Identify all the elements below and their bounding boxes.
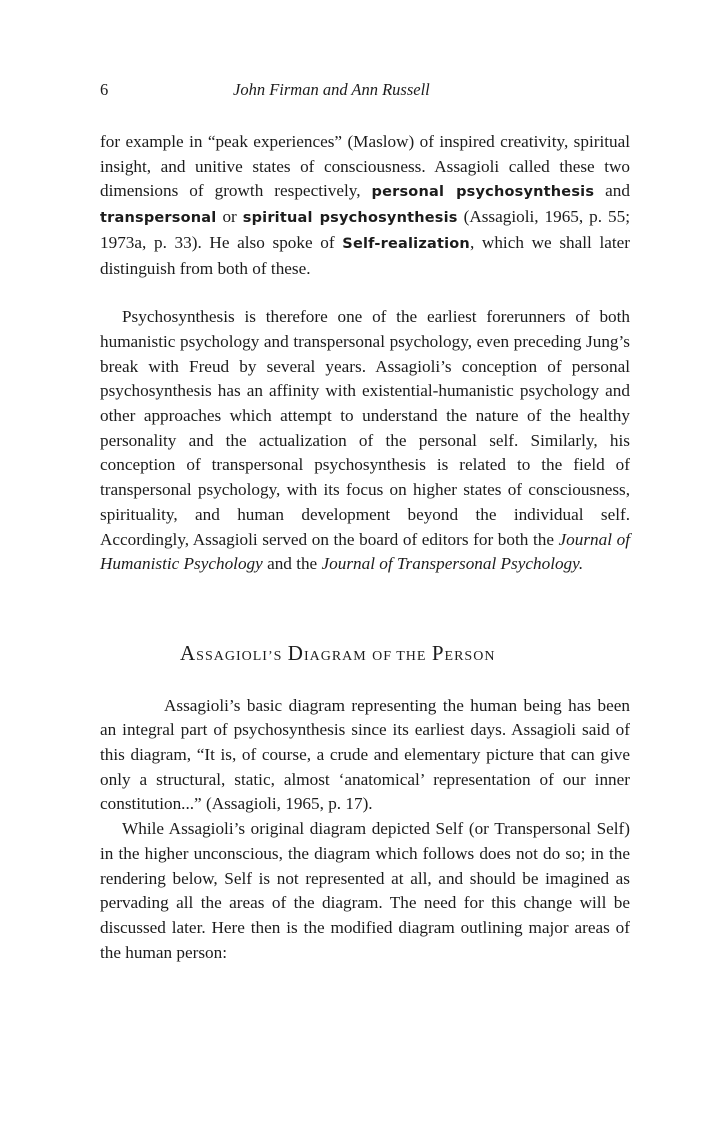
text: and (594, 181, 630, 201)
heading-word: IAGRAM (303, 648, 367, 664)
term-self-realization: Self-realization (342, 235, 470, 252)
heading-word: OF THE (372, 648, 427, 664)
heading-word: ERSON (444, 648, 496, 664)
book-page (100, 78, 630, 965)
term-personal-psychosynthesis: personal psychosynthesis (371, 184, 595, 201)
term-spiritual-psychosynthesis: spiritual psychosynthesis (242, 210, 458, 227)
running-head: John Firman and Ann Russell (233, 80, 430, 99)
text: (Assagioli, 1965, p. 55; 1973a, p. 33). He also spoke of (100, 207, 630, 252)
heading-word: SSAGIOLI’S (196, 648, 283, 664)
text: Psychosynthesis is therefore one of the earliest forerunners of both humanistic psychology and transpersonal psychology, even preceding Jung’s break with Freud by several years. Assagioli’s conception of personal psychosynthesis has an affinity with existential-humanistic psychology and other approaches which attempt to understand the nature of the healthy personality and the actualization of the personal self. Similarly, his conception of transpersonal psychosynthesis is related to the field of transpersonal psychology, with its focus on higher states of consciousness, spirituality, and human development beyond the individual self. Accordingly, Assagioli served on the board of editors for both the (100, 307, 630, 549)
paragraph-1 (100, 130, 630, 281)
term-transpersonal: transpersonal (100, 210, 217, 227)
journal-transpersonal-title: Journal of Transpersonal Psychology. (321, 554, 584, 574)
text: and the (262, 554, 322, 574)
section-heading (100, 641, 630, 670)
text: for example in “peak experiences” (Maslow) of inspired creativity, spiritual insight, and unitive states of consciousness. Assagioli called these two dimensions of growth respectively, (100, 132, 630, 201)
heading-letter: P (431, 640, 445, 665)
page-number: 6 (100, 80, 109, 99)
text: or (216, 207, 243, 227)
page-header (100, 78, 630, 104)
paragraph-2 (100, 305, 630, 577)
paragraph-3: Assagioli’s basic diagram representing the human being has been an integral part of psychosynthesis since its earliest days. Assagioli said of this diagram, “It is, of course, a crude and elementary picture that can give only a structural, static, almost ‘anatomical’ representation of our inner constitution...” (Assagioli, 1965, p. 17). (100, 695, 630, 814)
text: , which we shall later distinguish from both of these. (100, 232, 630, 278)
heading-letter: D (287, 640, 304, 665)
journal-humanistic-title: Journal of Humanistic Psychology (100, 529, 630, 574)
paragraph-4: While Assagioli’s original diagram depicted Self (or Transpersonal Self) in the higher unconscious, the diagram which follows does not do so; in the rendering below, Self is not represented at all, and should be imagined as pervading all the areas of the diagram. The need for this change will be discussed later. Here then is the modified diagram outlining major areas of the human person: (100, 819, 630, 962)
heading-letter: A (180, 640, 197, 665)
